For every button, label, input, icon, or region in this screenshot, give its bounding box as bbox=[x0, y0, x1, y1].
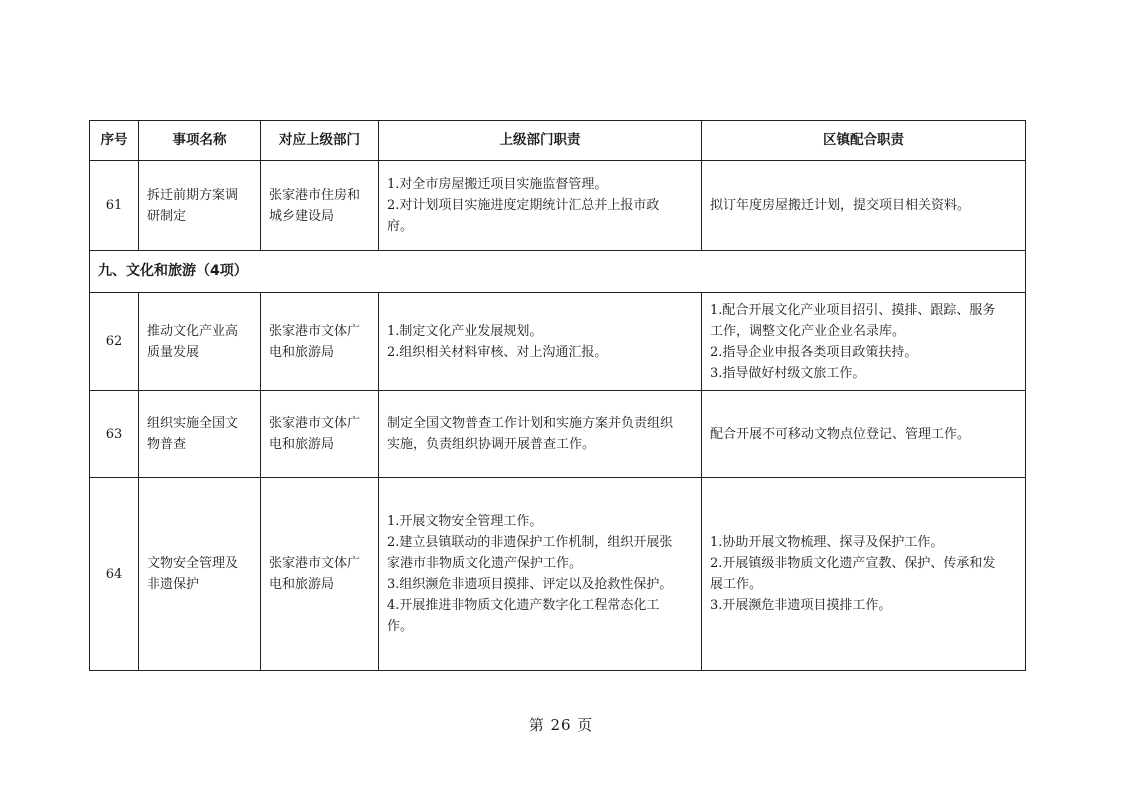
text-line: 工作，调整文化产业企业名录库。 bbox=[710, 323, 906, 339]
text-line: 2.开展镇级非物质文化遗产宣教、保护、传承和发 bbox=[710, 556, 996, 571]
text-line: 1.协助开展文物梳理、探寻及保护工作。 bbox=[710, 535, 944, 550]
row-upper-duty bbox=[379, 161, 702, 251]
text-line: 3.组织濒危非遗项目摸排、评定以及抢救性保护。 bbox=[387, 577, 673, 592]
row-department bbox=[261, 293, 379, 391]
table-row bbox=[90, 293, 1026, 391]
text-line: 1.配合开展文化产业项目招引、摸排、跟踪、服务 bbox=[710, 302, 996, 318]
text-line: 拟订年度房屋搬迁计划，提交项目相关资料。 bbox=[710, 198, 971, 213]
text-line: 张家港市文体广 bbox=[269, 416, 361, 431]
row-town-duty bbox=[702, 293, 1026, 391]
text-line: 电和旅游局 bbox=[269, 577, 335, 592]
text-line: 电和旅游局 bbox=[269, 437, 335, 452]
text-line: 府。 bbox=[387, 219, 414, 234]
text-line: 2.对计划项目实施进度定期统计汇总并上报市政 bbox=[387, 198, 660, 213]
text-line: 配合开展不可移动文物点位登记、管理工作。 bbox=[710, 426, 971, 442]
text-line: 张家港市文体广 bbox=[269, 556, 361, 571]
row-town-duty bbox=[702, 478, 1026, 671]
text-line: 电和旅游局 bbox=[269, 344, 335, 360]
row-item-name bbox=[139, 391, 261, 478]
header-upper-duty: 上级部门职责 bbox=[379, 121, 702, 161]
text-line: 研制定 bbox=[147, 208, 187, 224]
text-line: 实施，负责组织协调开展普查工作。 bbox=[387, 437, 596, 452]
header-item-name: 事项名称 bbox=[139, 121, 261, 161]
text-line: 1.对全市房屋搬迁项目实施监督管理。 bbox=[387, 177, 608, 192]
row-department bbox=[261, 161, 379, 251]
header-index: 序号 bbox=[90, 121, 139, 161]
table-row bbox=[90, 478, 1026, 671]
text-line: 1.开展文物安全管理工作。 bbox=[387, 514, 543, 529]
row-department bbox=[261, 478, 379, 671]
text-line: 作。 bbox=[387, 619, 414, 634]
row-upper-duty bbox=[379, 391, 702, 478]
text-line: 非遗保护 bbox=[147, 577, 200, 592]
row-upper-duty bbox=[379, 478, 702, 671]
row-item-name bbox=[139, 478, 261, 671]
row-town-duty bbox=[702, 391, 1026, 478]
row-index: 64 bbox=[90, 478, 139, 671]
text-line: 展工作。 bbox=[710, 577, 763, 592]
text-line: 质量发展 bbox=[147, 344, 200, 360]
header-department: 对应上级部门 bbox=[261, 121, 379, 161]
text-line: 组织实施全国文 bbox=[147, 416, 239, 431]
table-row bbox=[90, 161, 1026, 251]
text-line: 家港市非物质文化遗产保护工作。 bbox=[387, 556, 583, 571]
page-number: 第 26 页 bbox=[528, 716, 594, 734]
table-row bbox=[90, 391, 1026, 478]
row-town-duty bbox=[702, 161, 1026, 251]
row-upper-duty bbox=[379, 293, 702, 391]
text-line: 3.指导做好村级文旅工作。 bbox=[710, 365, 866, 381]
text-line: 2.组织相关材料审核、对上沟通汇报。 bbox=[387, 344, 608, 360]
text-line: 文物安全管理及 bbox=[147, 556, 239, 571]
text-line: 3.开展濒危非遗项目摸排工作。 bbox=[710, 598, 892, 613]
text-line: 2.指导企业申报各类项目政策扶持。 bbox=[710, 344, 918, 360]
section-title: 九、文化和旅游（4项） bbox=[90, 251, 1026, 293]
row-index: 61 bbox=[90, 161, 139, 251]
header-town-duty: 区镇配合职责 bbox=[702, 121, 1026, 161]
text-line: 4.开展推进非物质文化遗产数字化工程常态化工 bbox=[387, 598, 660, 613]
text-line: 拆迁前期方案调 bbox=[147, 187, 239, 203]
text-line: 张家港市文体广 bbox=[269, 323, 361, 339]
row-department bbox=[261, 391, 379, 478]
text-line: 制定全国文物普查工作计划和实施方案并负责组织 bbox=[387, 416, 674, 431]
duty-table bbox=[89, 120, 1026, 671]
row-index: 62 bbox=[90, 293, 139, 391]
text-line: 2.建立县镇联动的非遗保护工作机制，组织开展张 bbox=[387, 535, 673, 550]
section-row bbox=[90, 251, 1026, 293]
row-item-name bbox=[139, 161, 261, 251]
text-line: 1.制定文化产业发展规划。 bbox=[387, 323, 543, 339]
text-line: 物普查 bbox=[147, 437, 187, 452]
header-row bbox=[90, 121, 1026, 161]
row-index: 63 bbox=[90, 391, 139, 478]
text-line: 张家港市住房和 bbox=[269, 187, 361, 203]
text-line: 城乡建设局 bbox=[269, 208, 335, 224]
text-line: 推动文化产业高 bbox=[147, 323, 239, 339]
row-item-name bbox=[139, 293, 261, 391]
